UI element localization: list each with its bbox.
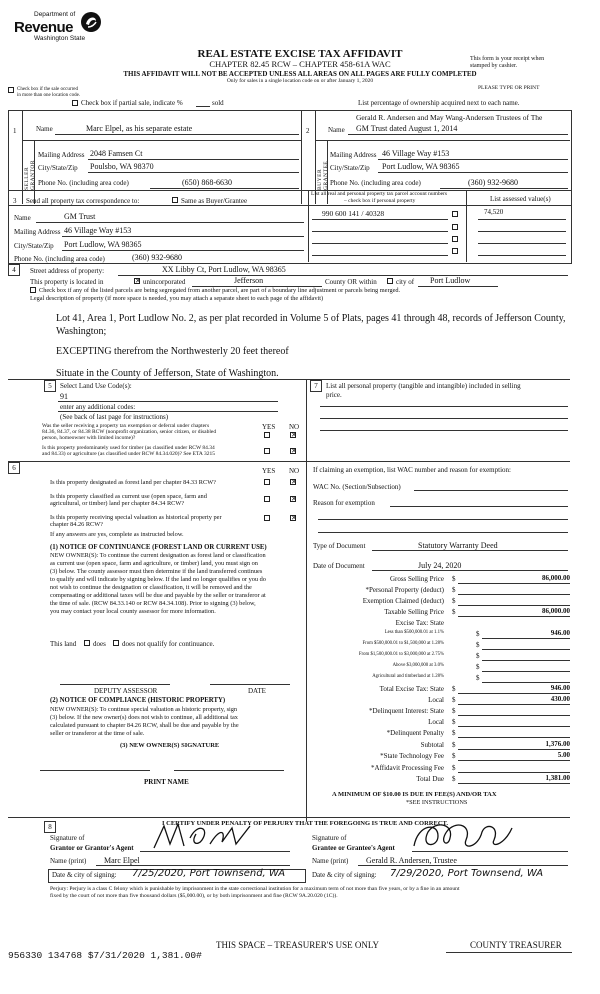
- tax-row-dollar: $: [476, 674, 480, 682]
- sec5-q1-line3: person, homeowner with limited income)?: [42, 435, 136, 441]
- legal-description-line2: Washington;: [56, 326, 107, 337]
- tax-row-dollar: $: [452, 729, 456, 737]
- tax-row-label: Local: [428, 718, 444, 726]
- land-does-not-checkbox[interactable]: [113, 640, 119, 646]
- notice-continuance-l3: (3) below. The county assessor must then determine if the land transferred continues: [50, 568, 263, 575]
- parcel-number[interactable]: 990 600 141 / 40328: [322, 209, 385, 218]
- unincorporated-label: unincorporated: [143, 278, 186, 286]
- assessor-date-label: DATE: [248, 687, 266, 695]
- section-4-number: 4: [8, 264, 20, 276]
- grantee-date-city[interactable]: 7/29/2020, Port Townsend, WA: [390, 868, 544, 879]
- buyer-city[interactable]: Port Ludlow, WA 98365: [382, 162, 460, 171]
- personal-property-list-label-1: List all personal property (tangible and intangible) included in selling: [326, 382, 521, 390]
- land-does-checkbox[interactable]: [84, 640, 90, 646]
- assessed-value[interactable]: 74,520: [484, 208, 504, 216]
- sec3-phone-label: Phone No. (including area code): [14, 255, 105, 263]
- legal-description-line1: Lot 41, Area 1, Port Ludlow No. 2, as per plat recorded in Volume 5 of Plats, pages 41 through 48, records of Jefferson County,: [56, 313, 566, 324]
- multi-location-label-1: Check box if the sale occurred: [17, 87, 78, 92]
- tax-row-dollar: $: [452, 764, 456, 772]
- tax-row-label: Total Due: [416, 775, 444, 783]
- sec3-city-label: City/State/Zip: [14, 242, 54, 250]
- tax-row-label: Gross Selling Price: [389, 575, 444, 583]
- sec5-q2-no[interactable]: ✕: [291, 447, 297, 455]
- notice-compliance-l3: calculated pursuant to chapter 84.26 RCW, shall be due and payable by the: [50, 722, 239, 729]
- tax-row-dollar: $: [452, 575, 456, 583]
- tax-row-dollar: $: [452, 696, 456, 704]
- new-owner-signature-label: (3) NEW OWNER(S) SIGNATURE: [120, 742, 220, 749]
- section-2-number: 2: [306, 127, 310, 135]
- tax-row-dollar: $: [452, 741, 456, 749]
- tax-row-label: Exemption Claimed (deduct): [362, 597, 444, 605]
- tax-row-label: *Affidavit Processing Fee: [371, 764, 444, 772]
- city-name[interactable]: Port Ludlow: [430, 276, 471, 285]
- sec6-q2-no[interactable]: ✕: [291, 495, 297, 503]
- multi-location-label-2: in more than one location code.: [17, 93, 81, 98]
- perjury-certification: I CERTIFY UNDER PENALTY OF PERJURY THAT THE FOREGOING IS TRUE AND CORRECT.: [162, 820, 449, 827]
- buyer-name-line2[interactable]: GM Trust dated August 1, 2014: [356, 124, 458, 133]
- notice-continuance-l2: as current use (open space, farm and agriculture, or timber) land, you must sign on: [50, 560, 258, 567]
- receipt-note-1: This form is your receipt when: [470, 56, 545, 62]
- print-name-label: PRINT NAME: [144, 778, 189, 786]
- notice-compliance-title: (2) NOTICE OF COMPLIANCE (HISTORIC PROPERTY): [50, 697, 226, 704]
- tax-row-dollar: $: [476, 641, 480, 649]
- single-location-note: Only for sales in a single location code on or after January 1, 2020: [226, 78, 374, 84]
- tax-correspondence-label: Send all property tax correspondence to:: [26, 197, 140, 205]
- sec5-yes-header: YES: [262, 423, 276, 431]
- tax-row-dollar: $: [452, 707, 456, 715]
- section-3-number: 3: [13, 197, 17, 205]
- sec3-phone[interactable]: (360) 932-9680: [132, 253, 182, 262]
- tax-row-value[interactable]: 1,376.00: [545, 740, 570, 748]
- see-instructions: *SEE INSTRUCTIONS: [406, 799, 468, 806]
- document-type-label: Type of Document: [313, 542, 366, 550]
- buyer-phone-label: Phone No. (including area code): [330, 179, 421, 187]
- treasurer-use-only: THIS SPACE – TREASURER'S USE ONLY: [216, 940, 380, 950]
- sec6-q1: Is this property designated as forest land per chapter 84.33 RCW?: [50, 479, 216, 486]
- tax-row-value[interactable]: 5.00: [557, 751, 570, 759]
- notice-continuance-l1: NEW OWNER(S): To continue the current designation as forest land or classification: [50, 552, 266, 559]
- grantor-signature: [150, 818, 260, 854]
- parcel-header-1: List all real and personal property tax parcel account numbers: [311, 191, 448, 197]
- receipt-note-2: stamped by cashier.: [470, 63, 518, 69]
- section-8-number: 8: [44, 821, 56, 833]
- tax-row-value[interactable]: 430.00: [550, 695, 570, 703]
- sec6-q2-line1: Is this property classified as current use (open space, farm and: [50, 493, 207, 500]
- tax-row-dollar: $: [452, 685, 456, 693]
- grantor-signature-label-2: Grantor or Grantor's Agent: [50, 844, 134, 852]
- county-treasurer-label: COUNTY TREASURER: [470, 940, 562, 950]
- grantor-date-city-label: Date & city of signing:: [52, 871, 117, 879]
- sec5-q2-yes[interactable]: [264, 448, 270, 454]
- notice-continuance-l7: the time of sale. (RCW 84.33.140 or RCW 84.34.108). Prior to signing (3) below,: [50, 600, 256, 607]
- personal-property-checkbox-1[interactable]: [452, 211, 458, 217]
- exemption-reason-label: Reason for exemption: [313, 499, 375, 507]
- sec3-mailing[interactable]: 46 Village Way #153: [64, 226, 132, 235]
- street-address-label: Street address of property:: [30, 267, 105, 275]
- personal-property-checkbox-2[interactable]: [452, 224, 458, 230]
- sec5-no-header: NO: [289, 423, 300, 431]
- notice-continuance-l5: not wish to continue the designation or classification, it will be removed and the: [50, 584, 252, 591]
- unincorporated-checkbox[interactable]: ✕: [135, 277, 141, 285]
- section-7-number: 7: [310, 380, 322, 392]
- segregated-parcel-label: Check box if any of the listed parcels are being segregated from another parcel, are part of a boundary line adjustment or parcels being merged.: [39, 287, 401, 294]
- city-of-checkbox[interactable]: [387, 278, 393, 284]
- legal-description-line4: Situate in the County of Jefferson, State of Washington.: [56, 368, 279, 379]
- same-as-buyer-checkbox[interactable]: [172, 197, 178, 203]
- tax-row-label: Less than $500,000.01 at 1.1%: [384, 630, 444, 635]
- ownership-percent-note: List percentage of ownership acquired next to each name.: [358, 99, 520, 107]
- seller-name[interactable]: Marc Elpel, as his separate estate: [86, 124, 193, 133]
- tax-row-label: *Delinquent Interest: State: [368, 707, 444, 715]
- section-5-number: 5: [44, 380, 56, 392]
- grantee-signature-label-2: Grantee or Grantee's Agent: [312, 844, 395, 852]
- seller-phone-label: Phone No. (including area code): [38, 179, 129, 187]
- parcel-header-2: – check box if personal property: [344, 198, 416, 204]
- notice-continuance-l8: you may contact your local county assessor for more information.: [50, 608, 216, 615]
- sec5-q1-line2: 84.36, 84.37, or 84.38 RCW (nonprofit organization, senior citizen, or disabled: [42, 429, 217, 435]
- land-does-label: does: [93, 640, 106, 648]
- tax-row-label: *Delinquent Penalty: [386, 729, 444, 737]
- sec3-name-label: Name: [14, 214, 31, 222]
- tax-row-dollar: $: [452, 775, 456, 783]
- same-as-buyer-label: Same as Buyer/Grantee: [181, 197, 248, 205]
- tax-row-label: Subtotal: [420, 741, 444, 749]
- sec6-q3-line2: chapter 84.26 RCW?: [50, 521, 103, 528]
- tax-row-dollar: $: [476, 630, 480, 638]
- seller-grantor-side-label: SELLER GRANTOR: [24, 160, 36, 190]
- section-6-number: 6: [8, 462, 20, 474]
- multi-location-checkbox[interactable]: [8, 87, 14, 93]
- notice-compliance-l4: seller or transferor at the time of sale.: [50, 730, 145, 737]
- grantor-printed-name[interactable]: Marc Elpel: [104, 856, 140, 865]
- county-name[interactable]: Jefferson: [234, 276, 264, 285]
- personal-property-checkbox-3[interactable]: [452, 236, 458, 242]
- sec6-q1-yes[interactable]: [264, 479, 270, 485]
- segregated-parcel-checkbox[interactable]: [30, 287, 36, 293]
- this-land-label: This land: [50, 640, 77, 648]
- tax-row-dollar: $: [452, 597, 456, 605]
- additional-codes-label: enter any additional codes:: [60, 403, 136, 411]
- tax-row-label: Local: [428, 696, 444, 704]
- seller-phone[interactable]: (650) 868-6630: [182, 178, 232, 187]
- assessed-header: List assessed value(s): [490, 195, 551, 203]
- logo-line1: Department of: [34, 11, 76, 18]
- seller-mailing-address[interactable]: 2048 Famsen Ct: [90, 149, 143, 158]
- tax-row-value[interactable]: 946.00: [550, 684, 570, 692]
- dor-swirl-icon: [80, 10, 102, 34]
- located-in-label: This property is located in: [30, 278, 104, 286]
- seller-mailing-label: Mailing Address: [38, 151, 85, 159]
- tax-row-value[interactable]: 86,000.00: [542, 574, 570, 582]
- notice-continuance-l6: compensating or additional taxes will be due and payable by the seller or transferor at: [50, 592, 266, 599]
- exemption-question: If claiming an exemption, list WAC number and reason for exemption:: [313, 466, 511, 474]
- tax-row-dollar: $: [452, 752, 456, 760]
- please-type: PLEASE TYPE OR PRINT: [478, 85, 540, 91]
- sec5-q1-line1: Was the seller receiving a property tax exemption or deferral under chapters: [42, 423, 210, 429]
- perjury-warning-1: Perjury: Perjury is a class C felony which is punishable by imprisonment in the state correctional institution for a maximum term of not more than five years, or by a fine in an amount: [50, 886, 460, 892]
- grantee-name-label: Name (print): [312, 857, 349, 865]
- partial-sale-label: Check box if partial sale, indicate %: [81, 99, 183, 107]
- tax-row-dollar: $: [452, 718, 456, 726]
- tax-row-label: Above $3,000,000 at 3.0%: [392, 663, 444, 668]
- document-type[interactable]: Statutory Warranty Deed: [418, 541, 498, 550]
- logo-line3: Washington State: [34, 35, 86, 42]
- sec3-mailing-label: Mailing Address: [14, 228, 61, 236]
- document-date-label: Date of Document: [313, 562, 365, 570]
- tax-row-label: Agricultural and timberland at 1.28%: [372, 674, 444, 679]
- tax-row-dollar: $: [452, 586, 456, 594]
- seller-name-label: Name: [36, 125, 53, 133]
- sec5-q2-line1: Is this property predominately used for timber (as classified under RCW 84.34: [42, 445, 215, 451]
- treasurer-stamp: 956330 134768 $7/31/2020 1,381.00#: [8, 950, 202, 961]
- sec5-q2-line2: and 84.33) or agriculture (as classified under RCW 84.34.020)? See ETA 3215: [42, 451, 215, 457]
- county-or-within-label: County OR within: [325, 278, 377, 286]
- section-1-number: 1: [13, 127, 17, 135]
- legal-description-note: Legal description of property (if more space is needed, you may attach a separate sheet to each page of the affidavit): [30, 295, 324, 302]
- tax-row-label: From $1,500,000.01 to $3,000,000 at 2.75%: [358, 652, 444, 657]
- tax-row-label: Excise Tax: State: [395, 619, 444, 627]
- tax-row-dollar: $: [476, 652, 480, 660]
- tax-row-label: *Personal Property (deduct): [365, 586, 444, 594]
- sec6-q3-yes[interactable]: [264, 515, 270, 521]
- tax-row-value[interactable]: 946.00: [550, 629, 570, 637]
- dor-logo: [14, 10, 104, 48]
- sec6-if-yes: If any answers are yes, complete as instructed below.: [50, 531, 184, 538]
- partial-sale-checkbox[interactable]: [72, 100, 78, 106]
- land-does-not-label: does not qualify for continuance.: [122, 640, 215, 648]
- land-use-code[interactable]: 91: [60, 392, 68, 401]
- sec6-q1-no[interactable]: ✕: [291, 478, 297, 486]
- sec5-q1-yes[interactable]: [264, 432, 270, 438]
- notice-compliance-l1: NEW OWNER(S): To continue special valuation as historic property, sign: [50, 706, 238, 713]
- tax-row-value[interactable]: 1,381.00: [545, 774, 570, 782]
- grantor-signature-label-1: Signature of: [50, 834, 85, 842]
- grantor-name-label: Name (print): [50, 857, 87, 865]
- buyer-name-line1[interactable]: Gerald R. Andersen and May Wang-Andersen Trustees of The: [356, 113, 543, 122]
- notice-continuance-title: (1) NOTICE OF CONTINUANCE (FOREST LAND OR CURRENT USE): [50, 544, 267, 551]
- grantee-printed-name[interactable]: Gerald R. Andersen, Trustee: [366, 856, 457, 865]
- logo-line2: Revenue: [14, 19, 74, 36]
- tax-row-value[interactable]: 86,000.00: [542, 607, 570, 615]
- sec6-yes-header: YES: [262, 467, 276, 475]
- sec6-q3-line1: Is this property receiving special valuation as historical property per: [50, 514, 222, 521]
- tax-row-dollar: $: [452, 608, 456, 616]
- buyer-city-label: City/State/Zip: [330, 164, 370, 172]
- sec5-q1-no[interactable]: ✕: [291, 431, 297, 439]
- seller-city[interactable]: Poulsbo, WA 98370: [90, 162, 154, 171]
- sec6-q3-no[interactable]: ✕: [291, 514, 297, 522]
- notice-continuance-l4: to qualify and will indicate by signing below. If the land no longer qualifies or you do: [50, 576, 266, 583]
- legal-description-line3: EXCEPTING therefrom the Northwesterly 20 feet thereof: [56, 346, 289, 357]
- buyer-grantee-side-label: BUYER GRANTEE: [317, 160, 329, 190]
- form-title: REAL ESTATE EXCISE TAX AFFIDAVIT: [197, 48, 403, 60]
- buyer-mailing-address[interactable]: 46 Village Way #153: [382, 149, 450, 158]
- grantor-date-city[interactable]: 7/25/2020, Port Townsend, WA: [132, 868, 286, 879]
- form-chapter: CHAPTER 82.45 RCW – CHAPTER 458-61A WAC: [209, 59, 391, 69]
- tax-row-dollar: $: [476, 663, 480, 671]
- wac-number-label: WAC No. (Section/Subsection): [313, 483, 401, 491]
- tax-row-label: Total Excise Tax: State: [379, 685, 444, 693]
- sec6-q2-yes[interactable]: [264, 496, 270, 502]
- street-address[interactable]: XX Libby Ct, Port Ludlow, WA 98365: [162, 265, 286, 274]
- sec3-city[interactable]: Port Ludlow, WA 98365: [64, 240, 142, 249]
- see-back-note: (See back of last page for instructions): [60, 413, 169, 421]
- tax-row-label: Taxable Selling Price: [384, 608, 444, 616]
- tax-row-label: From $500,000.01 to $1,500,000 at 1.28%: [362, 641, 444, 646]
- buyer-phone[interactable]: (360) 932-9680: [468, 178, 518, 187]
- document-date[interactable]: July 24, 2020: [418, 561, 462, 570]
- notice-compliance-l2: (3) below. If the new owner(s) does not wish to continue, all additional tax: [50, 714, 238, 721]
- seller-city-label: City/State/Zip: [38, 164, 78, 172]
- sec6-no-header: NO: [289, 467, 300, 475]
- personal-property-list-label-2: price.: [326, 391, 342, 399]
- city-of-label: city of: [396, 278, 415, 286]
- sec3-name[interactable]: GM Trust: [64, 212, 96, 221]
- land-use-label: Select Land Use Code(s):: [60, 382, 132, 390]
- buyer-name-label: Name: [328, 126, 345, 134]
- perjury-warning-2: fixed by the court of not more than five thousand dollars ($5,000.00), or by both imprisonment and fine (RCW 9A.20.020 (1C)).: [50, 893, 338, 899]
- sec6-q2-line2: agricultural, or timber) land per chapter 84.34 RCW?: [50, 500, 185, 507]
- minimum-fee-notice: A MINIMUM OF $10.00 IS DUE IN FEE(S) AND/OR TAX: [332, 791, 497, 798]
- personal-property-checkbox-4[interactable]: [452, 248, 458, 254]
- buyer-mailing-label: Mailing Address: [330, 151, 377, 159]
- not-accepted-notice: THIS AFFIDAVIT WILL NOT BE ACCEPTED UNLESS ALL AREAS ON ALL PAGES ARE FULLY COMPLETED: [123, 70, 477, 78]
- grantee-signature: [408, 818, 518, 854]
- tax-row-label: *State Technology Fee: [380, 752, 444, 760]
- partial-sold-label: sold: [212, 99, 224, 107]
- deputy-assessor-label: DEPUTY ASSESSOR: [94, 687, 158, 695]
- grantee-signature-label-1: Signature of: [312, 834, 347, 842]
- grantee-date-city-label: Date & city of signing:: [312, 871, 377, 879]
